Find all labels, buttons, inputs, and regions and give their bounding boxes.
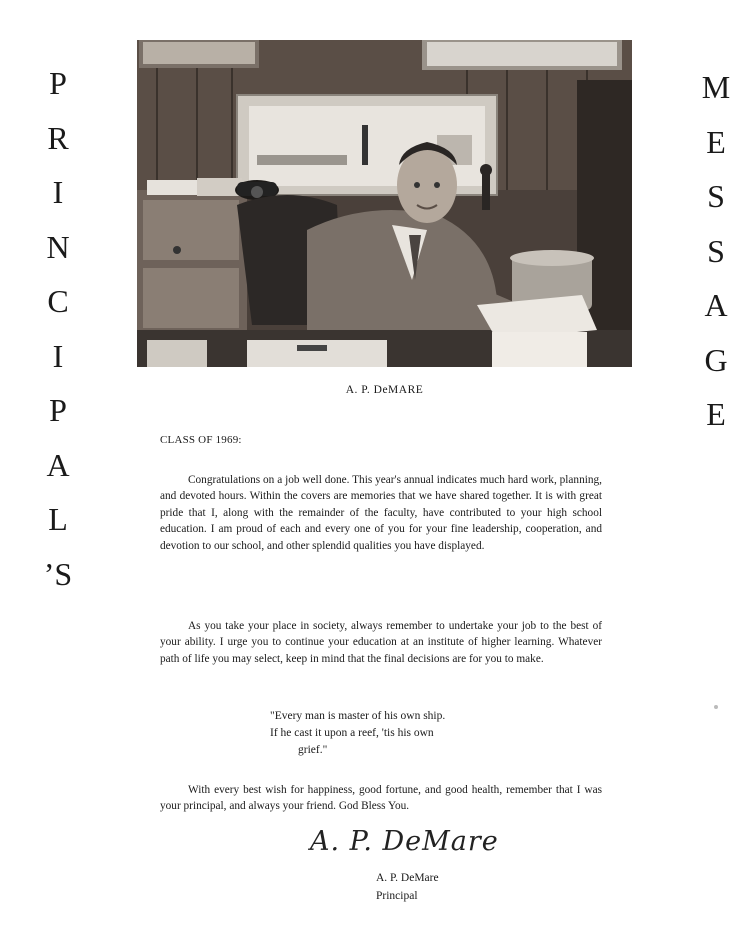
photo-caption: A. P. DeMARE <box>345 384 424 396</box>
title-letter: L <box>48 501 68 537</box>
letter-paragraph: As you take your place in society, always remember to undertake your job to the best of your ability. I urge you to continue your education at an institute of higher learning. Whatever path of life you may select, keep in mind that the final decisions are for you to make. <box>160 620 602 665</box>
quote-line: If he cast it upon a reef, 'tis his own <box>270 727 434 739</box>
title-letter: G <box>704 341 728 378</box>
title-letter: N <box>46 228 70 265</box>
message-vertical-title <box>696 60 736 442</box>
title-letter: M <box>701 69 731 105</box>
title-letter: A <box>46 446 70 483</box>
title-letter: P <box>49 65 67 101</box>
quote-block <box>270 708 530 759</box>
quote-line: grief." <box>298 744 328 756</box>
quote-line: "Every man is master of his own ship. <box>270 710 446 722</box>
handwritten-signature: A. P. DeMare <box>310 826 499 857</box>
salutation: CLASS OF 1969: <box>160 434 242 446</box>
signer-title: Principal <box>376 890 418 902</box>
principal-photo <box>137 40 632 367</box>
title-letter: ’S <box>43 555 73 592</box>
title-letter: E <box>706 123 726 160</box>
title-letter: A <box>704 287 728 323</box>
letter-paragraph: Congratulations on a job well done. This year's annual indicates much hard work, planning, and devoted hours. Within the covers are memories that we have shared together. It is with great pride that I, along with the remainder of the faculty, have contributed to your high school education. I am proud of each and every one of you for your fine leadership, cooperation, and devotion to our school, and other splendid qualities you have displayed. <box>160 474 602 552</box>
title-letter: I <box>52 174 64 210</box>
title-letter: P <box>49 392 67 428</box>
title-letter: I <box>52 337 64 374</box>
letter-paragraph: With every best wish for happiness, good fortune, and good health, remember that I was your principal, and always your friend. God Bless You. <box>160 784 602 813</box>
page-speck <box>714 705 718 709</box>
signer-name: A. P. DeMare <box>376 872 439 884</box>
title-letter: R <box>47 119 69 156</box>
title-letter: S <box>707 232 725 269</box>
title-letter: C <box>47 283 69 319</box>
title-letter: E <box>706 396 726 432</box>
photo-illustration <box>137 40 632 367</box>
title-letter: S <box>707 178 725 214</box>
principals-vertical-title <box>38 56 78 601</box>
